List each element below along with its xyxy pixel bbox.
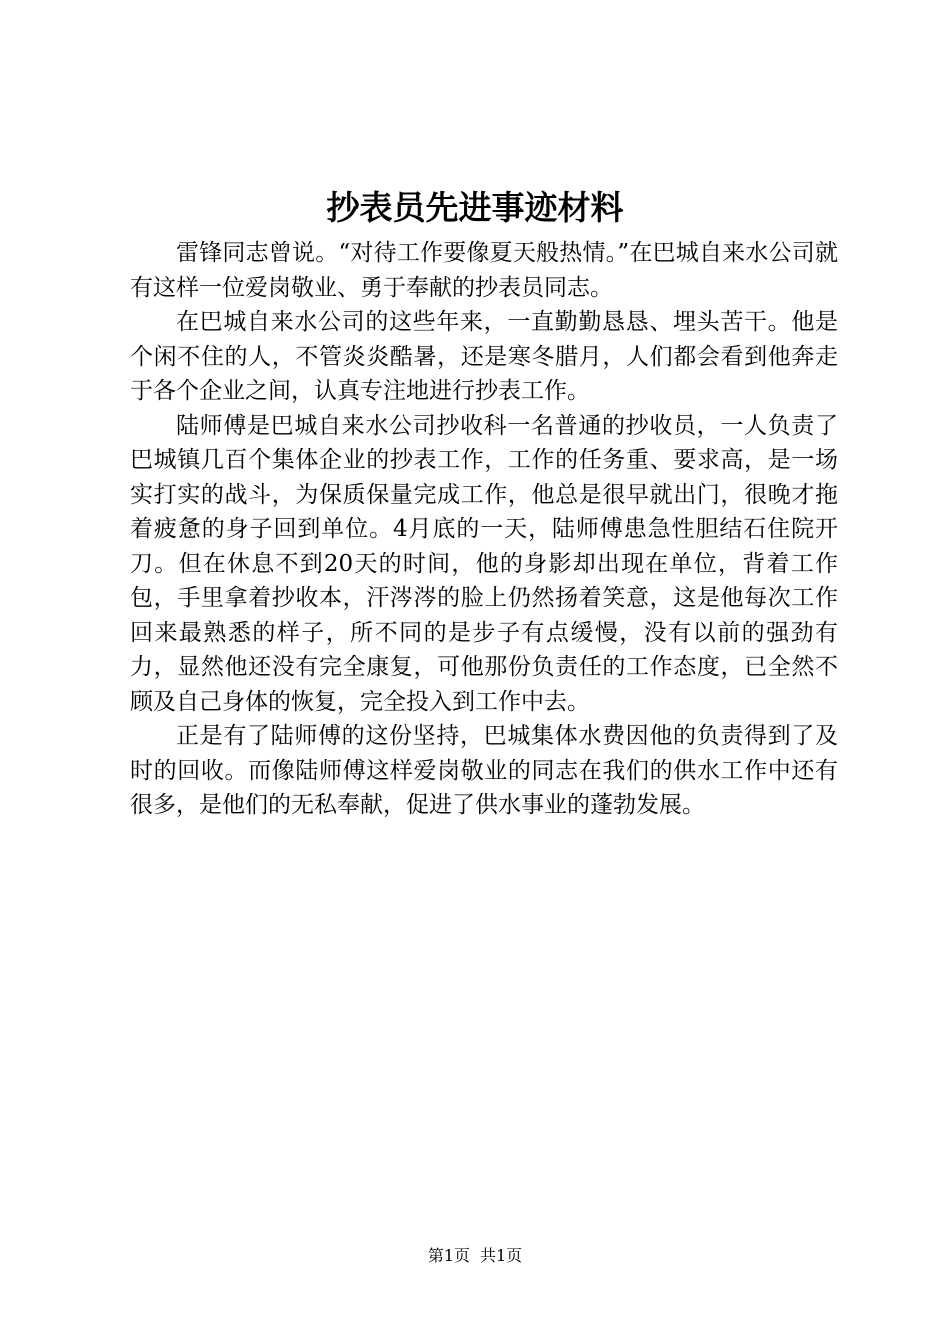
paragraph-4: 正是有了陆师傅的这份坚持，巴城集体水费因他的负责得到了及时的回收。而像陆师傅这样爱岗敬业的同志在我们的供水工作中还有很多，是他们的无私奉献，促进了供水事业的蓬勃发展。: [130, 723, 838, 818]
paragraph-3: 陆师傅是巴城自来水公司抄收科一名普通的抄收员，一人负责了巴城镇几百个集体企业的抄表工作，工作的任务重、要求高，是一场实打实的战斗，为保质保量完成工作，他总是很早就出门，很晚才拖着疲惫的身子回到单位。4月底的一天，陆师傅患急性胆结石住院开刀。但在休息不到20天的时间，他的身影却出现在单位，背着工作包，手里拿着抄收本，汗涔涔的脸上仍然扬着笑意，这是他每次工作回来最熟悉的样子，所不同的是步子有点缓慢，没有以前的强劲有力，显然他还没有完全康复，可他那份负责任的工作态度，已全然不顾及自己身体的恢复，完全投入到工作中去。: [130, 412, 838, 715]
document-body: [130, 236, 838, 823]
page-total: 共1页: [480, 1246, 523, 1265]
paragraph-1: 雷锋同志曾说。“对待工作要像夏天般热情。”在巴城自来水公司就有这样一位爱岗敬业、勇于奉献的抄表员同志。: [130, 240, 838, 301]
paragraph-2: 在巴城自来水公司的这些年来，一直勤勤恳恳、埋头苦干。他是个闲不住的人，不管炎炎酷暑，还是寒冬腊月，人们都会看到他奔走于各个企业之间，认真专注地进行抄表工作。: [130, 309, 838, 404]
document-title: 抄表员先进事迹材料: [326, 188, 624, 227]
page-number: 第1页: [427, 1246, 470, 1265]
page-footer: [0, 1244, 950, 1268]
